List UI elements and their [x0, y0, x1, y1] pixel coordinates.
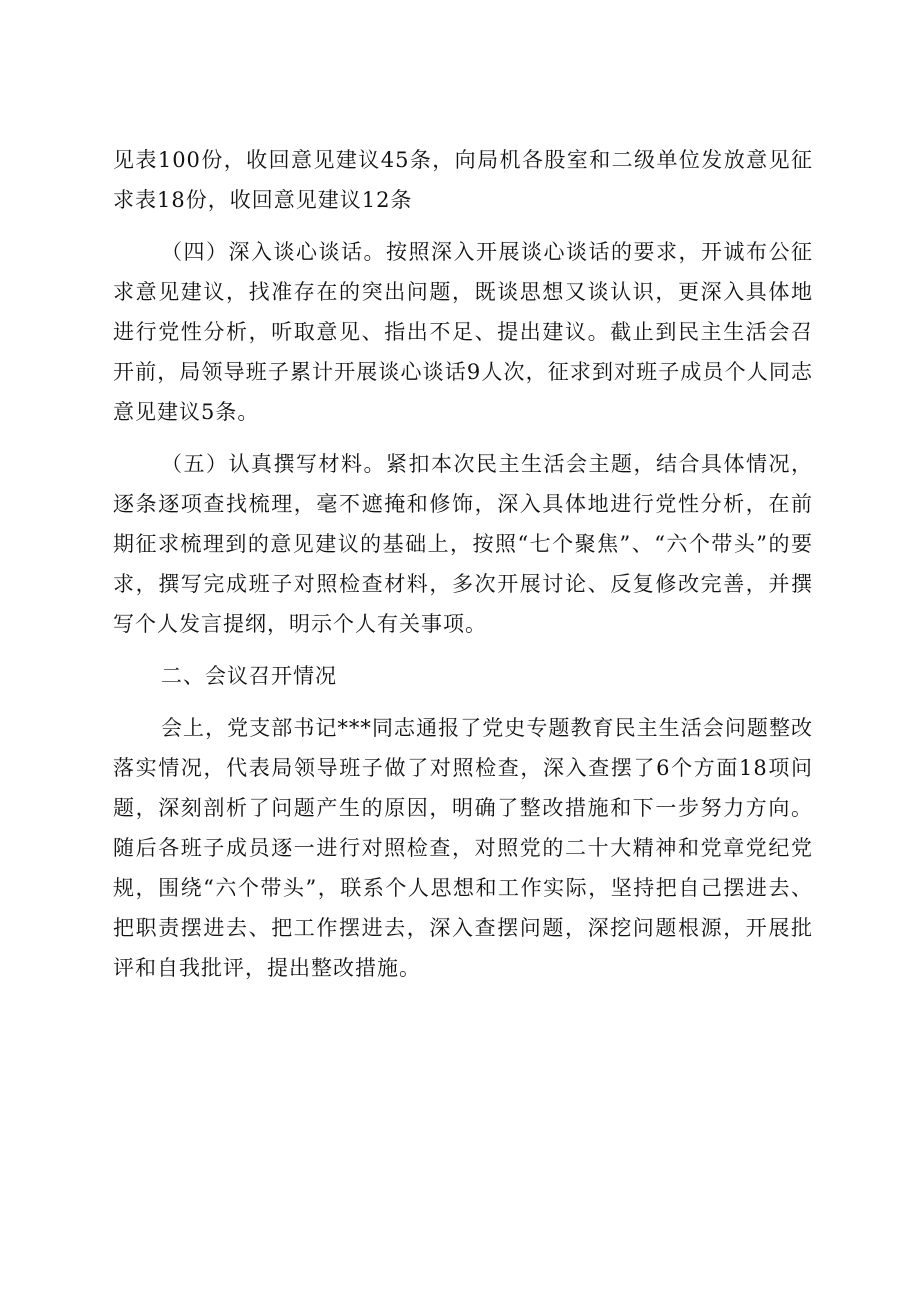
paragraph-meeting-situation: 会上，党支部书记***同志通报了党史专题教育民主生活会问题整改落实情况，代表局领导班子做了对照检查，深入查摆了6个方面18项问题，深刻剖析了问题产生的原因，明确了整改措施和下一步努力方向。随后各班子成员逐一进行对照检查，对照党的二十大精神和党章党纪党规，围绕“六个带头”，联系个人思想和工作实际，坚持把自己摆进去、把职责摆进去、把工作摆进去，深入查摆问题，深挖问题根源，开展批评和自我批评，提出整改措施。 — [113, 716, 813, 980]
paragraph-continuation: 见表100份，收回意见建议45条，向局机各股室和二级单位发放意见征求表18份，收回意见建议12条 — [113, 148, 813, 212]
paragraph-heart-to-heart-talks: （四）深入谈心谈话。按照深入开展谈心谈话的要求，开诚布公征求意见建议，找准存在的突出问题，既谈思想又谈认识，更深入具体地进行党性分析，听取意见、指出不足、提出建议。截止到民主生活会召开前，局领导班子累计开展谈心谈话9人次，征求到对班子成员个人同志意见建议5条。 — [113, 240, 813, 424]
section-heading: 二、会议召开情况 — [161, 664, 337, 688]
document-body — [113, 140, 813, 1000]
paragraph-writing-materials: （五）认真撰写材料。紧扣本次民主生活会主题，结合具体情况，逐条逐项查找梳理，毫不遮掩和修饰，深入具体地进行党性分析，在前期征求梳理到的意见建议的基础上，按照“七个聚焦”、“六个带头”的要求，撰写完成班子对照检查材料，多次开展讨论、反复修改完善，并撰写个人发言提纲，明示个人有关事项。 — [113, 452, 813, 636]
